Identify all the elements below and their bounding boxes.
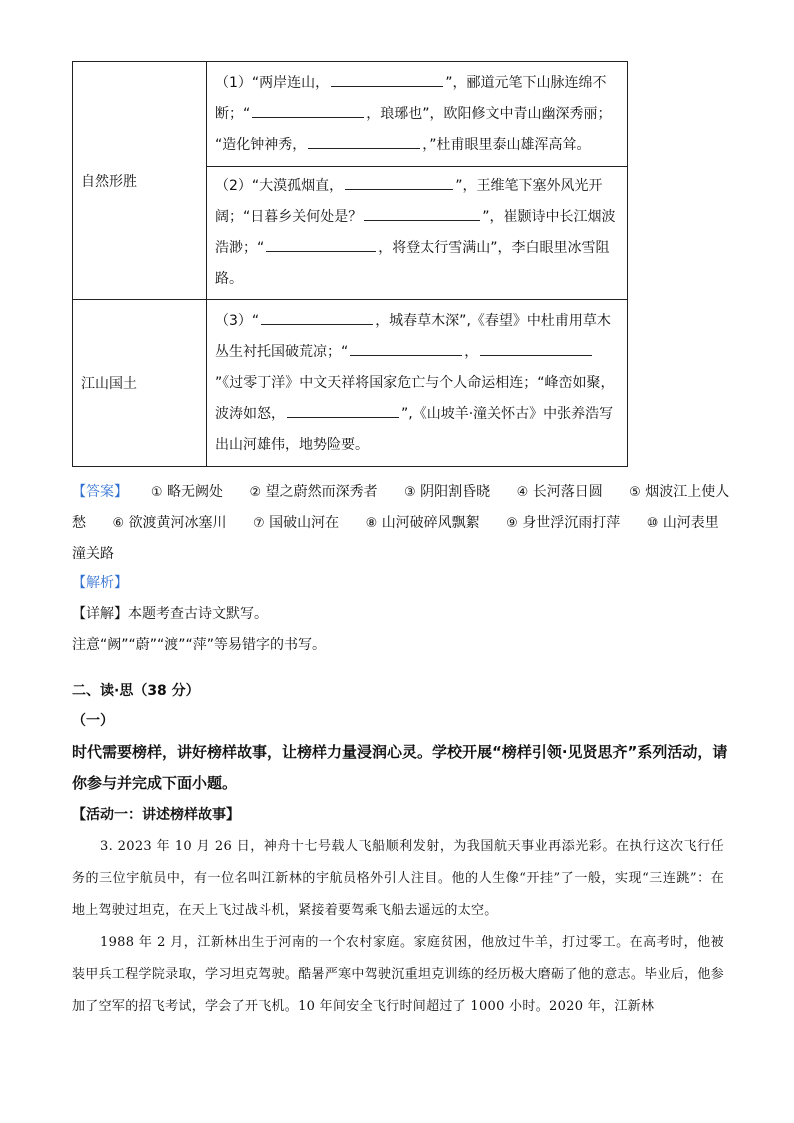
analysis-section [72, 568, 732, 661]
answer-number: ① [150, 485, 163, 500]
passage-paragraph: 1988 年 2 月，江新林出生于河南的一个农村家庭。家庭贫困，他放过牛羊，打过零工。在高考时，他被装甲兵工程学院录取，学习坦克驾驶。酷暑严寒中驾驶沉重坦克训练的经历极大磨砺了他的意志。毕业后，他参加了空军的招飞考试，学会了开飞机。10 年间安全飞行时间超过了 1000 小时。2020 年，江新林 [72, 935, 724, 1014]
table-row [73, 300, 628, 467]
answer-text: 山河破碎风飘絮 [381, 515, 480, 531]
question-text: “大漠孤烟直， [251, 178, 344, 194]
subsection-label: （一） [72, 713, 114, 729]
reading-passage [72, 831, 724, 1023]
answer-number: ⑩ [646, 516, 659, 531]
answer-blank[interactable] [252, 103, 364, 118]
category-cell [73, 300, 207, 467]
answer-blank[interactable] [308, 134, 420, 149]
answer-number: ⑥ [112, 516, 125, 531]
question-text: ”，王维笔下塞外风光开阔；“日暮乡关何处是？ [215, 178, 603, 225]
question-text: ”，郦道元笔下山脉连绵不断；“ [215, 74, 607, 122]
category-label: 自然形胜 [81, 173, 137, 190]
answer-number: ⑦ [253, 516, 265, 531]
question-cell [207, 167, 628, 300]
answer-text: 国破山河在 [269, 515, 340, 531]
analysis-tag: 【解析】 [72, 575, 128, 591]
question-text: “ [251, 312, 260, 329]
answer-text: 山河表里潼关路 [72, 515, 719, 562]
dictation-table [72, 61, 628, 467]
answer-number: ⑧ [365, 516, 378, 531]
answer-item [249, 484, 377, 500]
answer-blank[interactable] [350, 341, 462, 356]
section-intro: 时代需要榜样，讲好榜样故事，让榜样力量浸润心灵。学校开展“榜样引领·见贤思齐”系列活动，请你参与并完成下面小题。 [72, 743, 728, 792]
question-number: （3） [215, 312, 252, 329]
answer-item [506, 515, 620, 531]
answer-text: 欲渡黄河冰塞川 [128, 515, 227, 531]
question-text: ，城春草木深”,《春望》中杜甫用草木丛生衬托国破荒凉；“ [215, 312, 611, 360]
question-cell [207, 62, 628, 167]
question-number: （1） [215, 74, 252, 91]
answer-item [112, 515, 226, 531]
answer-number: ④ [516, 485, 529, 500]
answer-item [404, 484, 490, 500]
question-text: ，”杜甫眼里泰山雄浑高耸。 [422, 136, 591, 153]
question-text: ”，崔颢诗中长江烟波浩渺；“ [215, 209, 616, 256]
answer-item [366, 515, 480, 531]
answer-number: ⑤ [629, 485, 641, 500]
answer-section [72, 477, 732, 570]
category-cell [73, 62, 207, 300]
question-text: ，将登太行雪满山”，李白眼里冰雪阻路。 [215, 240, 610, 287]
answer-number: ③ [404, 485, 416, 500]
question-text: “造化钟神秀， [215, 136, 307, 153]
question-cell [207, 300, 628, 467]
passage-paragraph: 3. 2023 年 10 月 26 日，神舟十七号载人飞船顺利发射，为我国航天事业再添光彩。在执行这次飞行任务的三位宇航员中，有一位名叫江新林的宇航员格外引人注目。他的人生像“开挂”了一般，实现“三连跳”：在地上驾驶过坦克，在天上飞过战斗机，紧接着要驾乘飞船去遥远的太空。 [72, 839, 724, 918]
answer-blank[interactable] [480, 341, 592, 356]
analysis-note: 注意“阙”“蔚”“渡”“萍”等易错字的书写。 [72, 637, 327, 653]
answer-blank[interactable] [287, 403, 399, 418]
answer-text: 略无阙处 [167, 484, 224, 500]
answer-blank[interactable] [266, 237, 376, 252]
question-text: ”,《山坡羊·潼关怀古》中张养浩写出山河雄伟，地势险要。 [215, 405, 614, 453]
question-number: （2） [215, 178, 252, 194]
analysis-detail: 【详解】本题考查古诗文默写。 [72, 606, 268, 622]
answer-text: 望之蔚然而深秀者 [265, 484, 378, 500]
category-label: 江山国土 [81, 376, 137, 392]
answer-item [253, 515, 339, 531]
question-text: ，琅琊也”，欧阳修文中青山幽深秀丽； [366, 105, 612, 122]
answer-text: 长河落日圆 [532, 484, 603, 500]
activity-heading: 【活动一：讲述榜样故事】 [72, 807, 240, 823]
section-heading: 二、读·思（38 分） [72, 683, 200, 699]
answer-item [151, 484, 223, 500]
answer-text: 烟波江上使人愁 [72, 484, 730, 531]
answer-item [517, 484, 603, 500]
answer-number: ② [249, 485, 262, 500]
answer-blank[interactable] [345, 175, 453, 190]
answer-blank[interactable] [364, 206, 480, 221]
answer-blank[interactable] [331, 72, 443, 87]
answer-text: 阴阳割昏晓 [420, 484, 491, 500]
answer-text: 身世浮沉雨打萍 [522, 515, 621, 531]
answer-blank[interactable] [261, 310, 373, 325]
question-text: ”《过零丁洋》中文天祥将国家危亡与个人命运相连；“峰峦如聚，波涛如怒， [215, 374, 615, 422]
table-row [73, 62, 628, 167]
question-text: ， [464, 343, 479, 360]
question-text: “两岸连山， [251, 74, 330, 91]
answer-tag: 【答案】 [72, 484, 128, 500]
answer-number: ⑨ [506, 516, 518, 531]
